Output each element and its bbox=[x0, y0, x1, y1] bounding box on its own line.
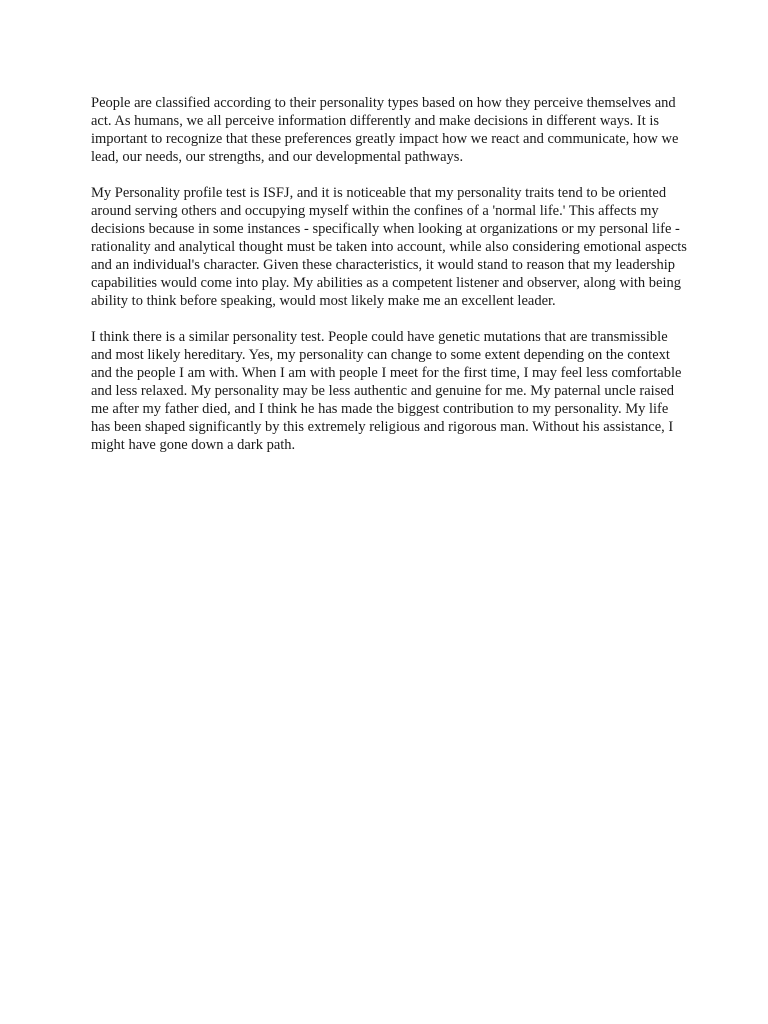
document-body bbox=[91, 94, 691, 472]
paragraph-personality-test: I think there is a similar personality test. People could have genetic mutations that are transmissible and most likely hereditary. Yes, my personality can change to some extent depending on the context and the people I am with. When I am with people I meet for the first time, I may feel less comfortable and less relaxed. My personality may be less authentic and genuine for me. My paternal uncle raised me after my father died, and I think he has made the biggest contribution to my personality. My life has been shaped significantly by this extremely religious and rigorous man. Without his assistance, I might have gone down a dark path. bbox=[91, 329, 682, 453]
paragraph-personality-profile: My Personality profile test is ISFJ, and it is noticeable that my personality traits tend to be oriented around serving others and occupying myself within the confines of a 'normal life.' This affects my decisions because in some instances - specifically when looking at organizations or my personal life - rationality and analytical thought must be taken into account, while also considering emotional aspects and an individual's character. Given these characteristics, it would stand to reason that my leadership capabilities would come into play. My abilities as a competent listener and observer, along with being ability to think before speaking, would most likely make me an excellent leader. bbox=[91, 185, 687, 309]
paragraph-intro: People are classified according to their personality types based on how they perceive themselves and act. As humans, we all perceive information differently and make decisions in different ways. It is important to recognize that these preferences greatly impact how we react and communicate, how we lead, our needs, our strengths, and our developmental pathways. bbox=[91, 95, 679, 165]
